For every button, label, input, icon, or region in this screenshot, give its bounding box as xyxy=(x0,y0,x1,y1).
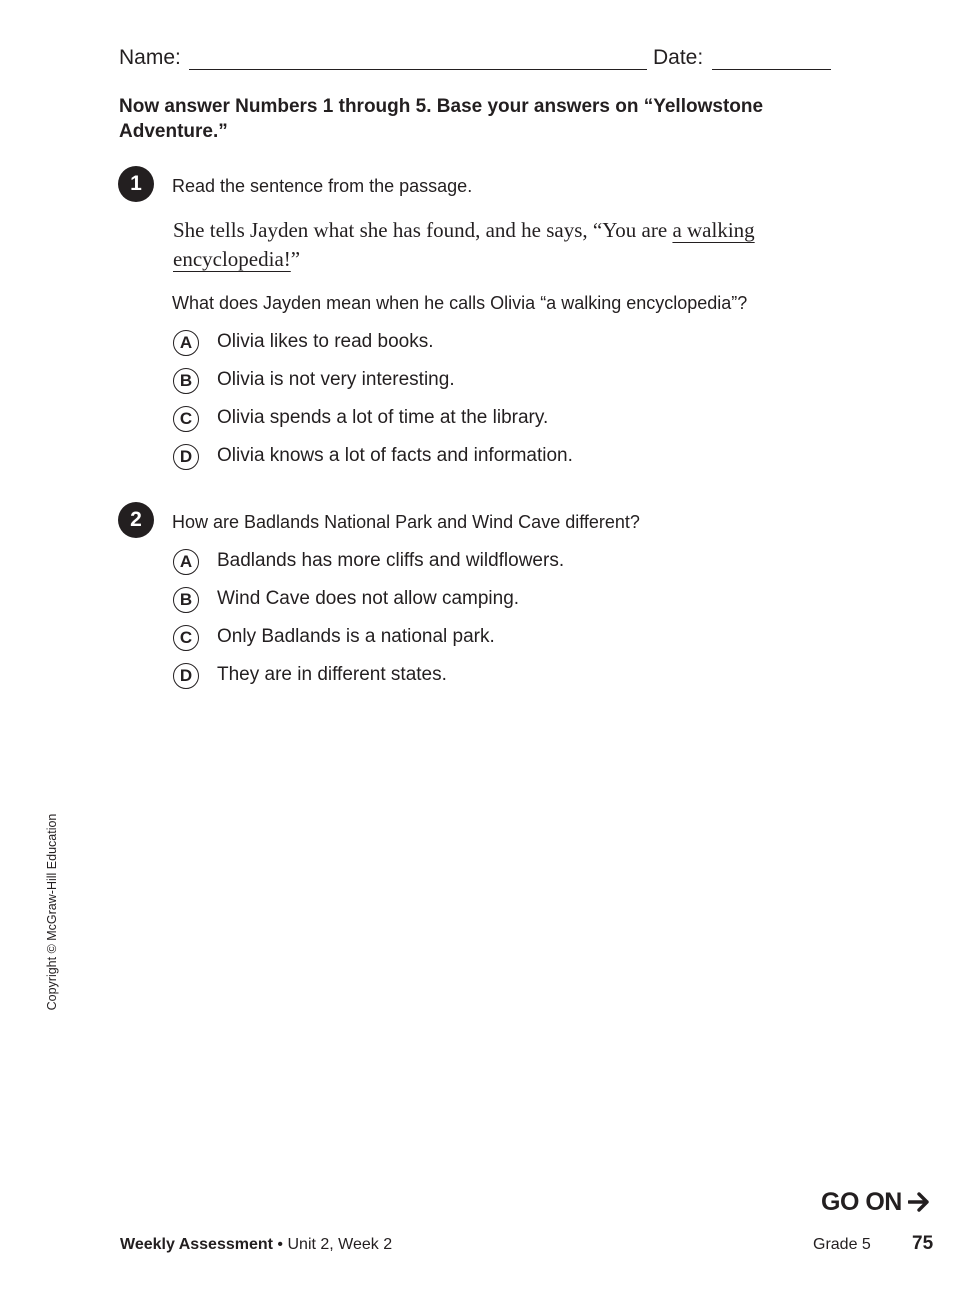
choice-bubble[interactable]: A xyxy=(173,549,199,575)
name-field-line[interactable] xyxy=(189,69,647,70)
choice-text: Badlands has more cliffs and wildflowers. xyxy=(217,550,565,571)
choice-bubble[interactable]: D xyxy=(173,663,199,689)
go-on-text: GO ON xyxy=(821,1188,902,1216)
passage-text: ” xyxy=(290,247,301,271)
grade-label: Grade 5 xyxy=(813,1236,871,1253)
choice-bubble[interactable]: D xyxy=(173,444,199,470)
date-label: Date: xyxy=(653,46,704,69)
footer-assessment-info xyxy=(120,1236,392,1254)
question-prompt: How are Badlands National Park and Wind Cave different? xyxy=(172,512,640,532)
go-on-label xyxy=(821,1188,930,1217)
choice-bubble[interactable]: C xyxy=(173,625,199,651)
question-intro: Read the sentence from the passage. xyxy=(172,176,473,196)
choice-text: Only Badlands is a national park. xyxy=(217,626,495,647)
name-date-row xyxy=(119,46,834,74)
right-arrow-icon xyxy=(908,1192,930,1212)
question-number-badge: 1 xyxy=(118,166,154,202)
passage-excerpt xyxy=(173,216,813,274)
choice-text: Olivia likes to read books. xyxy=(217,331,434,352)
question-prompt: What does Jayden mean when he calls Olivia “a walking encyclopedia”? xyxy=(172,293,748,313)
assessment-title: Weekly Assessment xyxy=(120,1236,273,1253)
choice-text: Olivia spends a lot of time at the library. xyxy=(217,407,549,428)
passage-text: She tells Jayden what she has found, and he says, “You are xyxy=(173,218,673,242)
choice-bubble[interactable]: B xyxy=(173,368,199,394)
name-label: Name: xyxy=(119,46,181,69)
choice-bubble[interactable]: B xyxy=(173,587,199,613)
underlined-phrase: a walking xyxy=(672,218,755,242)
choice-bubble[interactable]: C xyxy=(173,406,199,432)
choice-bubble[interactable]: A xyxy=(173,330,199,356)
separator: • xyxy=(272,1236,288,1253)
choice-text: They are in different states. xyxy=(217,664,447,685)
date-field-line[interactable] xyxy=(712,69,831,70)
choice-text: Wind Cave does not allow camping. xyxy=(217,588,520,609)
page-number: 75 xyxy=(912,1233,934,1254)
underlined-phrase: encyclopedia! xyxy=(173,247,291,271)
choice-text: Olivia knows a lot of facts and information. xyxy=(217,445,573,466)
question-number-badge: 2 xyxy=(118,502,154,538)
unit-week: Unit 2, Week 2 xyxy=(287,1236,393,1253)
choice-text: Olivia is not very interesting. xyxy=(217,369,455,390)
copyright-notice: Copyright © McGraw-Hill Education xyxy=(45,813,59,1011)
directions: Now answer Numbers 1 through 5. Base your answers on “Yellowstone Adventure.” xyxy=(119,96,764,142)
